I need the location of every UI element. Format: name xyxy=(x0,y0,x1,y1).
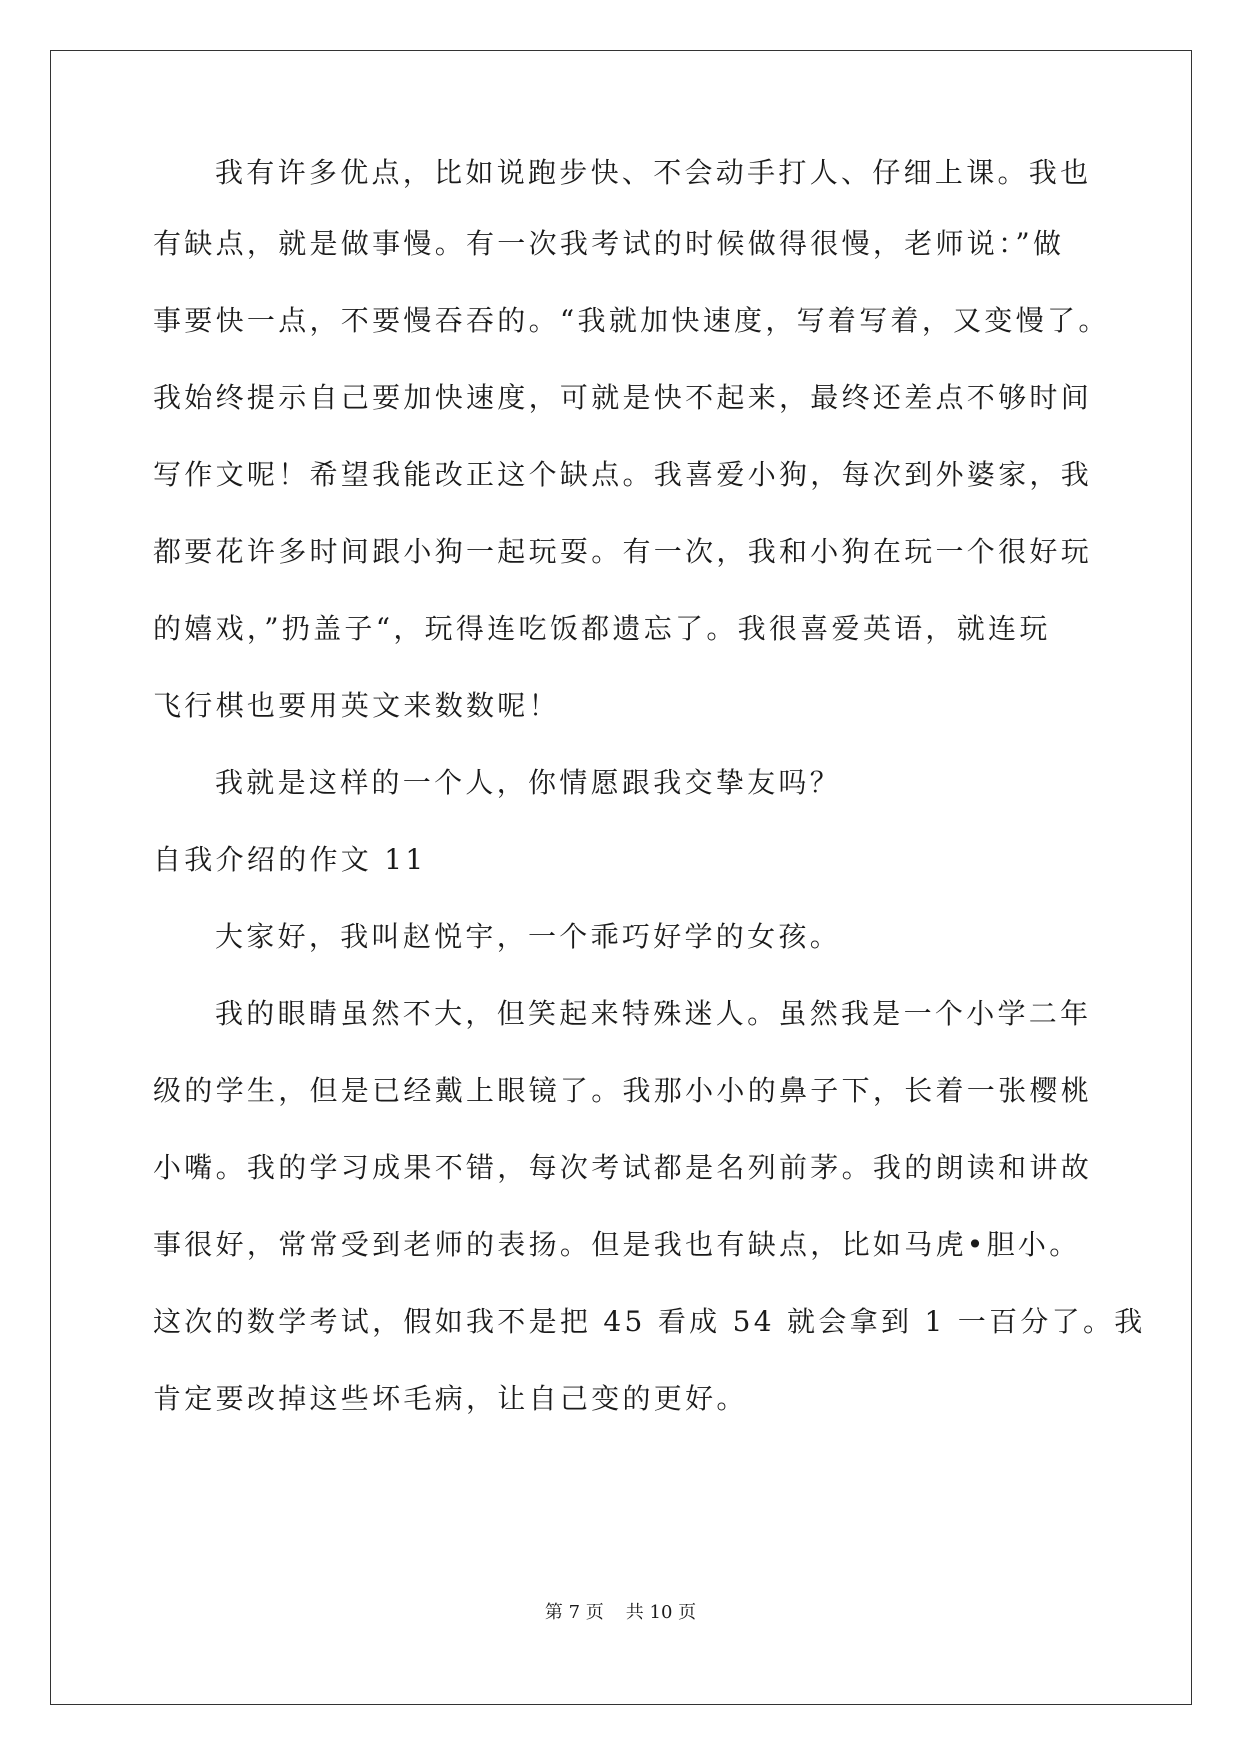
text-line: 的嬉戏，”扔盖子“，玩得连吃饭都遗忘了。我很喜爱英语，就连玩 xyxy=(153,612,1051,645)
text-line: 都要花许多时间跟小狗一起玩耍。有一次，我和小狗在玩一个很好玩 xyxy=(153,535,1093,568)
section-heading: 自我介绍的作文 11 xyxy=(153,843,427,876)
text-line: 我始终提示自己要加快速度，可就是快不起来，最终还差点不够时间 xyxy=(153,381,1093,414)
text-line: 飞行棋也要用英文来数数呢！ xyxy=(153,689,560,722)
page-footer xyxy=(0,1604,1241,1622)
text-line: 肯定要改掉这些坏毛病，让自己变的更好。 xyxy=(153,1382,748,1415)
page-total: 共 10 页 xyxy=(625,1602,697,1623)
page-number: 第 7 页 xyxy=(544,1602,604,1623)
text-line: 我有许多优点，比如说跑步快、不会动手打人、仔细上课。我也 xyxy=(215,156,1092,189)
text-line: 事要快一点，不要慢吞吞的。“我就加快速度，写着写着，又变慢了。 xyxy=(153,304,1110,337)
page-border xyxy=(50,50,1192,1705)
text-line: 小嘴。我的学习成果不错，每次考试都是名列前茅。我的朗读和讲故 xyxy=(153,1151,1093,1184)
text-line: 级的学生，但是已经戴上眼镜了。我那小小的鼻子下，长着一张樱桃 xyxy=(153,1074,1093,1107)
text-line: 我的眼睛虽然不大，但笑起来特殊迷人。虽然我是一个小学二年 xyxy=(215,997,1092,1030)
text-line: 写作文呢！希望我能改正这个缺点。我喜爱小狗，每次到外婆家，我 xyxy=(153,458,1093,491)
text-line: 事很好，常常受到老师的表扬。但是我也有缺点，比如马虎•胆小。 xyxy=(153,1228,1081,1261)
text-line: 我就是这样的一个人，你情愿跟我交挚友吗？ xyxy=(215,766,842,799)
text-line: 大家好，我叫赵悦宇，一个乖巧好学的女孩。 xyxy=(215,920,842,953)
text-line: 这次的数学考试，假如我不是把 45 看成 54 就会拿到 1 一百分了。我 xyxy=(153,1305,1146,1338)
text-line: 有缺点，就是做事慢。有一次我考试的时候做得很慢，老师说：”做 xyxy=(153,227,1065,260)
